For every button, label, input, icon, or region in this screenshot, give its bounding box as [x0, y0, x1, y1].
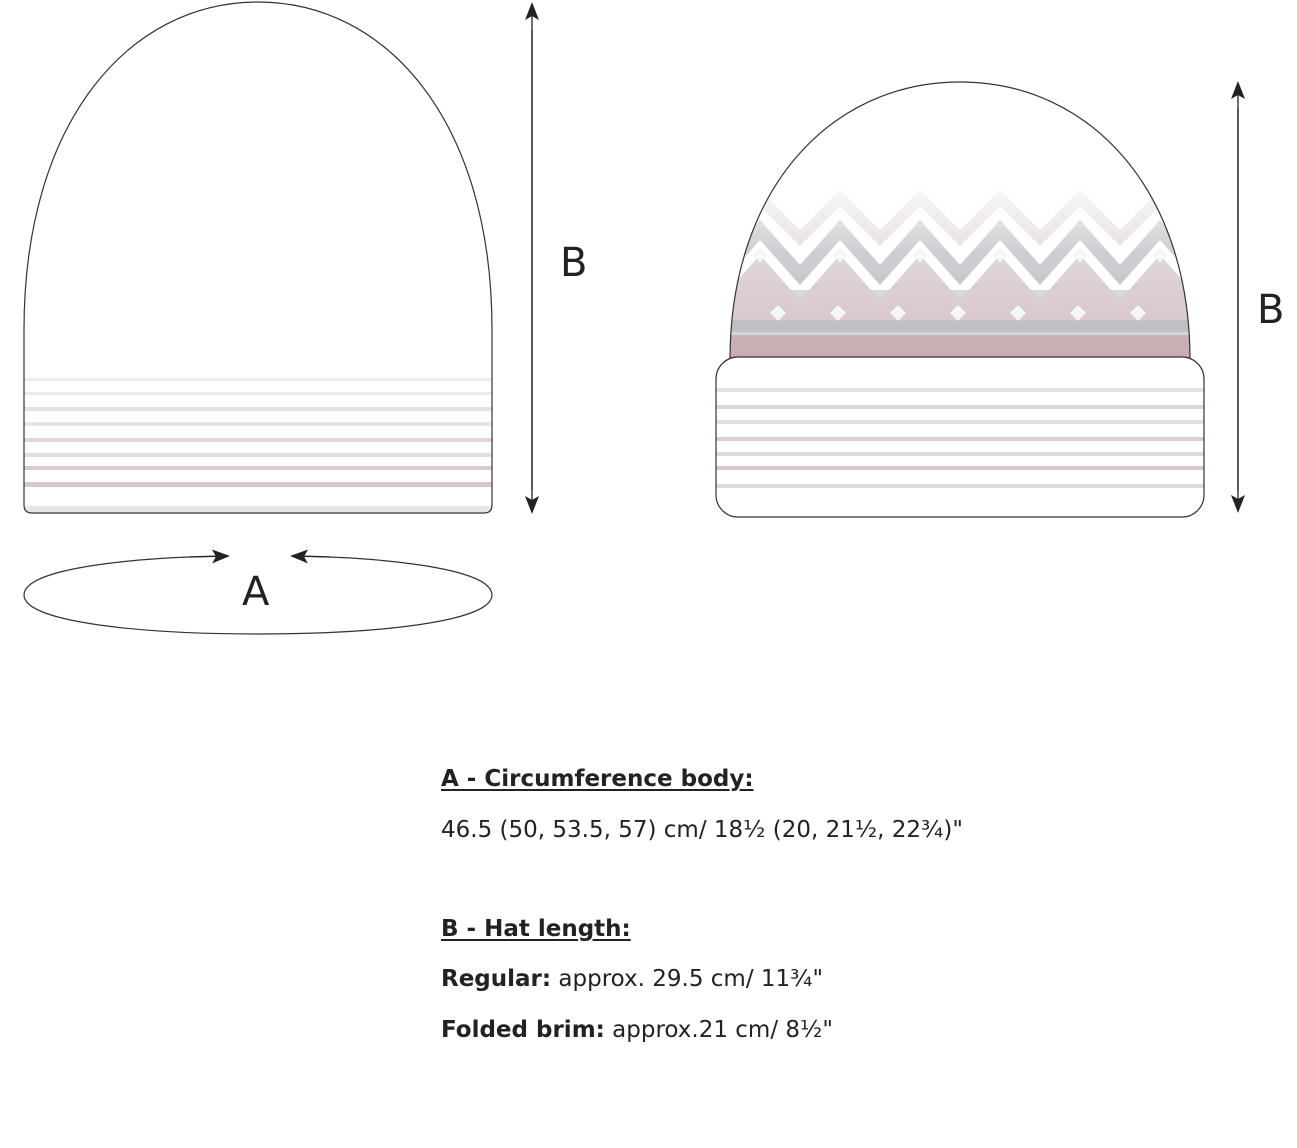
- folded-hat-crown-pattern: [720, 80, 1200, 370]
- regular-length-value: approx. 29.5 cm/ 11¾": [551, 966, 824, 992]
- regular-length-line: [441, 964, 823, 994]
- folded-hat-brim-stripes: [716, 357, 1204, 517]
- label-b-folded: B: [1257, 287, 1285, 333]
- regular-hat-stripes: [20, 0, 500, 520]
- label-b-regular: B: [560, 240, 588, 286]
- regular-length-key: Regular:: [441, 966, 552, 992]
- label-a: A: [242, 569, 270, 615]
- circumference-heading: A - Circumference body:: [441, 766, 754, 792]
- folded-hat: [716, 80, 1204, 517]
- hat-length-heading: B - Hat length:: [441, 916, 631, 942]
- circumference-value: 46.5 (50, 53.5, 57) cm/ 18½ (20, 21½, 22¾)": [441, 817, 963, 843]
- folded-brim-length-value: approx.21 cm/ 8½": [604, 1017, 833, 1043]
- folded-brim-length-line: [441, 1015, 833, 1045]
- regular-hat: [20, 0, 500, 520]
- folded-brim-length-key: Folded brim:: [441, 1017, 605, 1043]
